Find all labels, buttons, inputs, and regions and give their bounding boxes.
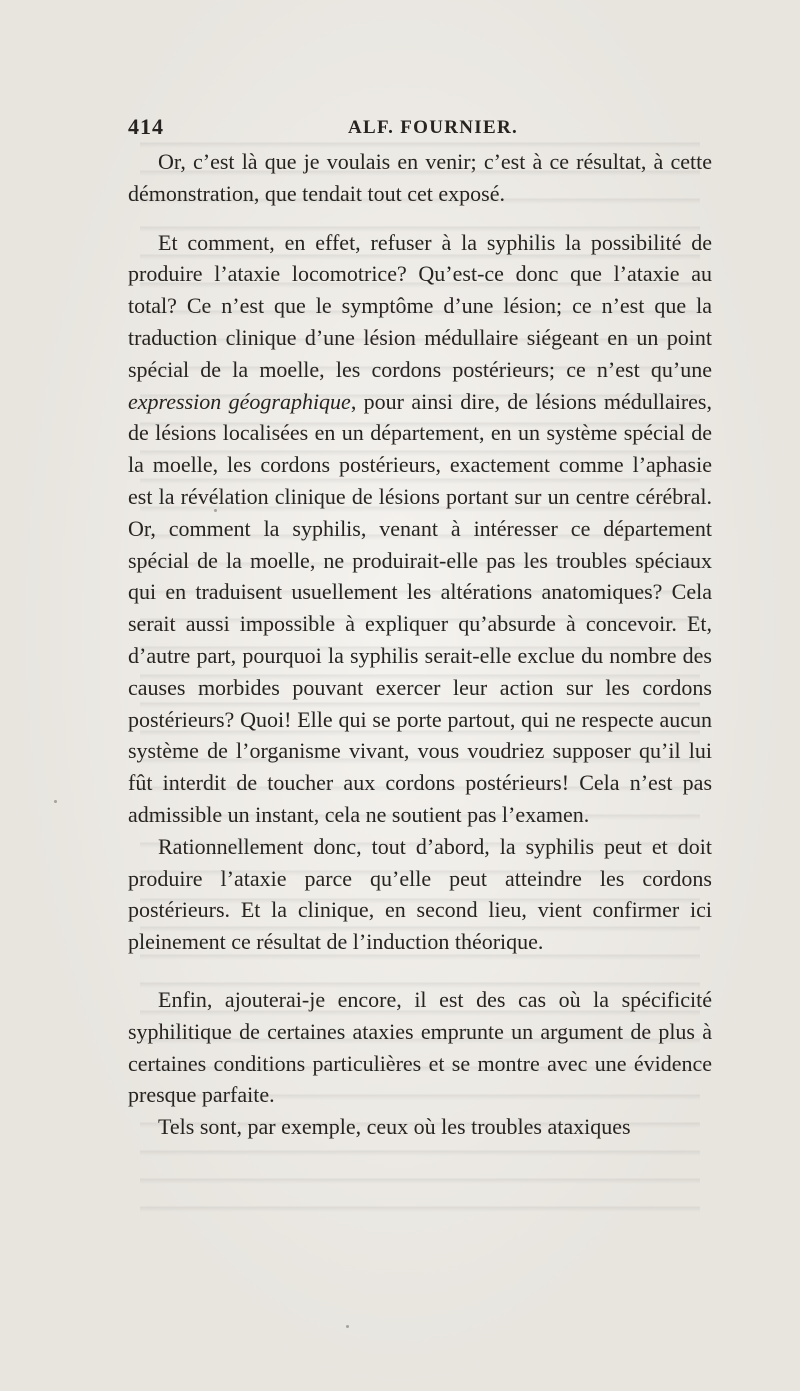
paragraph-2-emphasis: expression géographique — [128, 388, 351, 414]
paragraph-4: Enfin, ajouterai-je encore, il est des cas où la spécificité syphilitique de certaines ataxies emprunte un argument de plus à certaines conditions particulières et se montre avec une évidence presque parfaite. — [128, 986, 712, 1108]
running-head: ALF. FOURNIER. — [348, 117, 519, 138]
paragraph-3: Rationnellement donc, tout d’abord, la syphilis peut et doit produire l’ataxie parce qu’elle peut atteindre les cordons postérieurs. Et la clinique, en second lieu, vient confirmer ici pleinement ce résultat de l’induction théorique. — [128, 833, 712, 955]
paragraph-2-before: Et comment, en effet, refuser à la syphilis la possibilité de produire l’ataxie locomotrice? Qu’est-ce donc que l’ataxie au total? Ce n’est que le symptôme d’une lésion; ce n’est que la traduction clinique d’une lésion médullaire siégeant en un point spécial de la moelle, les cordons postérieurs; ce n’est qu’une — [128, 229, 712, 382]
paragraph-5: Tels sont, par exemple, ceux où les troubles ataxiques — [158, 1114, 631, 1140]
page-number: 414 — [128, 114, 164, 139]
page-header — [128, 114, 712, 142]
paper-speck — [214, 509, 217, 512]
paragraph-2 — [128, 227, 712, 831]
body-text — [128, 146, 712, 1236]
paper-speck — [54, 800, 57, 803]
paper-speck — [346, 1325, 349, 1328]
paragraph-2-after: , pour ainsi dire, de lésions médullaires, de lésions localisées en un département, en un système spécial de la moelle, les cordons postérieurs, exactement comme l’aphasie est la révélation clinique de lésions portant sur un centre cérébral. Or, comment la syphilis, venant à intéresser ce département spécial de la moelle, ne produirait-elle pas les troubles spéciaux qui en traduisent usuellement les altérations anatomiques? Cela serait aussi impossible à expliquer qu’absurde à concevoir. Et, d’autre part, pourquoi la syphilis serait-elle exclue du nombre des causes morbides pouvant exercer leur action sur les cordons postérieurs? Quoi! Elle qui se porte partout, qui ne respecte aucun système de l’organisme vivant, vous voudriez supposer qu’il lui fût interdit de toucher aux cordons postérieurs! Cela n’est pas admissible un instant, cela ne soutient pas l’examen. — [128, 388, 712, 827]
paragraph-1: Or, c’est là que je voulais en venir; c’est à ce résultat, à cette démonstration, que tendait tout cet exposé. — [128, 149, 712, 206]
